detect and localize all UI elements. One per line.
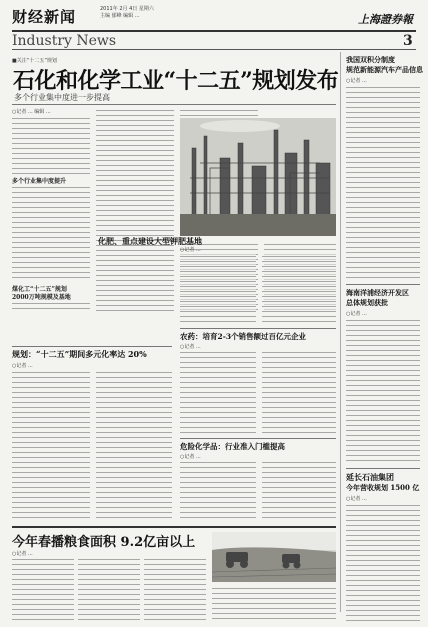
- refinery-photo: [180, 118, 336, 236]
- masthead-rule: [12, 30, 416, 32]
- ev-byline: ○记者 ...: [346, 78, 367, 84]
- lead-divider: [12, 104, 336, 105]
- lead-headline: 石化和化学工业“十二五”规划发布: [13, 68, 339, 94]
- masthead: [0, 0, 428, 50]
- lead-col1-text-3: [12, 301, 90, 312]
- grain-col1-text: [12, 557, 74, 621]
- plan-col2-text: [96, 370, 172, 522]
- hainan-top-rule: [346, 284, 420, 285]
- ev-text: [346, 85, 420, 281]
- hainan-text: [346, 318, 420, 464]
- lead-subhead: 多个行业集中度进一步提高: [14, 93, 110, 102]
- pesticide-article: [180, 328, 336, 438]
- lead-subheading-1: 多个行业集中度提升: [12, 178, 67, 185]
- grain-top-rule: [12, 526, 336, 528]
- plan-headline: 规划：“十二五”期间多元化率达 20%: [12, 349, 147, 359]
- hazard-article: [180, 438, 336, 518]
- pesticide-top-rule: [180, 328, 336, 329]
- section-english-title: Industry News: [12, 33, 117, 49]
- plan-byline: ○记者 ...: [12, 363, 33, 369]
- hainan-headline-line2: 总体规划获批: [346, 298, 388, 307]
- pesticide-col2-text: [262, 350, 336, 436]
- masthead-bottom-rule: [12, 49, 416, 50]
- column-separator: [340, 52, 341, 612]
- farm-photo: [212, 532, 336, 582]
- grain-article: [12, 526, 336, 622]
- section-title: 财经新闻: [12, 8, 77, 26]
- fertilizer-headline: 化肥、重点建设大型钾肥基地: [98, 236, 202, 246]
- fertilizer-col1-text: [180, 254, 256, 324]
- grain-headline: 今年春播粮食面积 9.2亿亩以上: [12, 535, 196, 550]
- pesticide-col1-text: [180, 350, 256, 436]
- right-column: [346, 52, 423, 622]
- pesticide-headline: 农药：培育2-3个销售额过百亿元企业: [180, 332, 307, 341]
- fertilizer-body: [180, 246, 336, 326]
- ev-headline-line1: 我国双积分制度: [346, 55, 395, 64]
- refinery-illustration: [180, 118, 336, 236]
- issue-date: 2011年 2月 4日 星期六: [100, 6, 154, 12]
- pesticide-byline: ○记者 ...: [180, 344, 201, 350]
- fertilizer-col2-text: [262, 254, 336, 324]
- grain-byline: ○记者 ...: [12, 551, 33, 557]
- lead-col1-text: [12, 116, 90, 174]
- grain-col2-text: [78, 557, 140, 621]
- lead-col2-text: [96, 108, 174, 312]
- farm-illustration: [212, 532, 336, 582]
- hazard-col2-text: [262, 460, 336, 518]
- lead-subheading-2: 煤化工“十二五”规划: [12, 286, 67, 293]
- hazard-headline: 危险化学品：行业准入门槛提高: [180, 442, 285, 451]
- lead-byline: ○记者 ... 编辑 ...: [12, 109, 51, 115]
- plan-col1-text: [12, 370, 90, 522]
- page-number: 3: [403, 33, 413, 49]
- hazard-top-rule: [180, 438, 336, 439]
- issue-editor: 主编 郁峰 编辑 ...: [100, 13, 140, 19]
- hainan-byline: ○记者 ...: [346, 311, 367, 317]
- hazard-byline: ○记者 ...: [180, 454, 201, 460]
- lead-kicker: ■关注“十二五”规划: [12, 58, 57, 64]
- ev-headline-line2: 规范新能源汽车产品信息: [346, 65, 423, 74]
- yanchang-headline-line1: 延长石油集团: [346, 472, 394, 482]
- grain-col3-text: [144, 557, 206, 621]
- lead-col1-text-2: [12, 185, 90, 280]
- paper-name: 上海證券報: [358, 13, 413, 26]
- hazard-col1-text: [180, 460, 256, 518]
- yanchang-byline: ○记者 ...: [346, 496, 367, 502]
- lead-subheading-3: 2000万吨规模及基地: [12, 294, 71, 301]
- hainan-headline-line1: 海南洋浦经济开发区: [346, 288, 409, 297]
- yanchang-headline-line2: 今年营收规划 1500 亿: [346, 483, 420, 492]
- grain-col4-text: [212, 586, 336, 621]
- yanchang-top-rule: [346, 468, 420, 469]
- yanchang-text: [346, 503, 420, 621]
- fertilizer-byline: ○记者 ...: [180, 247, 201, 253]
